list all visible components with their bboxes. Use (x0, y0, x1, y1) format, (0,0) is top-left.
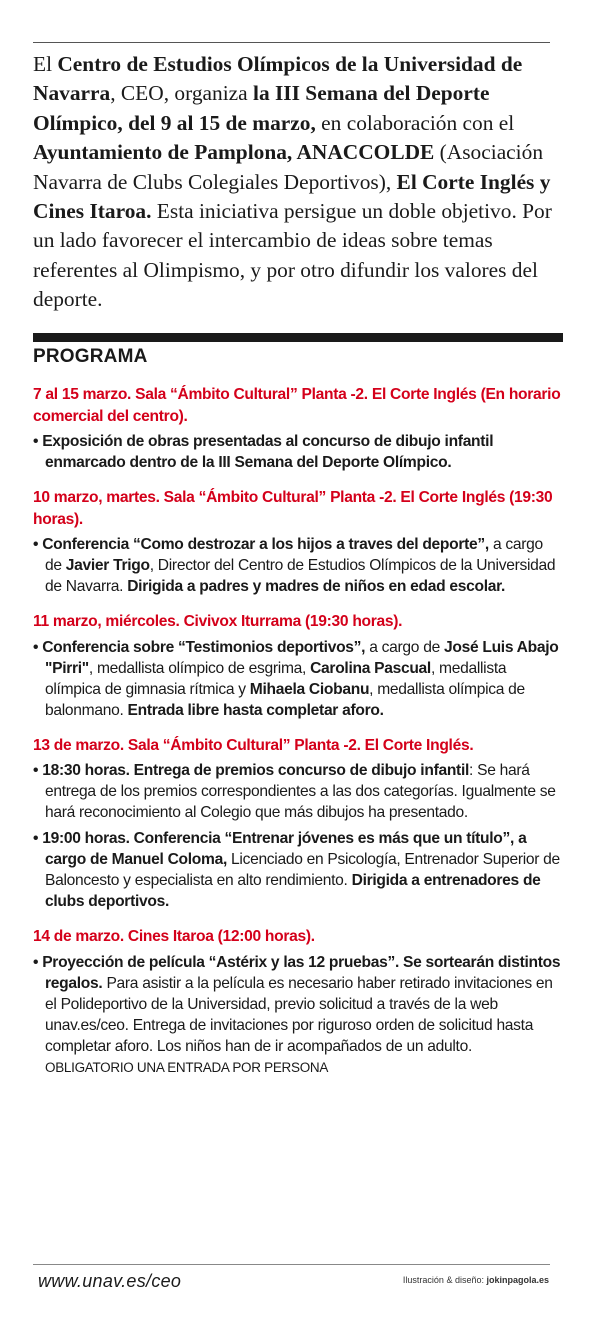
item-text: , medallista olímpico de esgrima, (88, 659, 311, 677)
website-link[interactable]: www.unav.es/ceo (38, 1271, 182, 1291)
intro-paragraph (33, 50, 558, 315)
intro-bold: Ayuntamiento de Pamplona, ANACCOLDE (33, 140, 435, 165)
section-heading: 11 marzo, miércoles. Civivox Iturrama (19:30 horas). (33, 613, 403, 630)
item-text: a cargo de (45, 536, 543, 574)
item-text: Para asistir a la película es necesario haber retirado invitaciones en el Polideportivo de la Universidad, previo solicitud a través de la web unav.es/ceo. Entrega de invitaciones por riguroso orden de solicitud hasta completar aforo. Los niños han de ir acompañados de un adulto. (45, 974, 553, 1055)
item-text: Licenciado en Psicología, Entrenador Superior de Baloncesto y especialista en alto rendimiento. (45, 851, 560, 889)
intro-bold: la III Semana del Deporte Olímpico, del 9 al 15 de marzo, (33, 81, 490, 135)
bullet: • (33, 638, 43, 656)
program-section (33, 384, 561, 473)
item-bold: Carolina Pascual (310, 659, 431, 677)
program-item (33, 952, 561, 1078)
item-text: : Se hará entrega de los premios correspondientes a las dos categorías. Igualmente se hará reconocimiento al Colegio que más dibujos ha presentado. (45, 762, 556, 821)
intro-text: El (33, 52, 58, 76)
item-bold: 19:00 horas. Conferencia “Entrenar jóvenes es más que un título”, a cargo de Manuel Coloma, (42, 830, 527, 868)
item-bold: Dirigida a entrenadores de clubs deportivos. (45, 872, 541, 910)
intro-text: en colaboración con el (315, 110, 515, 135)
item-bold: Conferencia sobre “Testimonios deportivos”, (42, 638, 366, 656)
item-bold: Dirigida a padres y madres de niños en edad escolar. (127, 578, 506, 595)
item-small-caps: OBLIGATORIO UNA ENTRADA POR PERSONA (45, 1059, 329, 1075)
credit-name: jokinpagola.es (486, 1275, 549, 1285)
bullet: • (33, 762, 43, 779)
intro-text: (Asociación Navarra de Clubs Colegiales Deportivos), (33, 140, 544, 194)
item-bold: Javier Trigo (65, 557, 150, 574)
credit-label: Ilustración & diseño: (402, 1275, 487, 1285)
item-bold: José Luis Abajo "Pirri" (45, 638, 559, 677)
item-bold: Mihaela Ciobanu (249, 680, 370, 698)
section-heading: 13 de marzo. Sala “Ámbito Cultural” Planta -2. El Corte Inglés. (33, 736, 474, 754)
section-heading: 7 al 15 marzo. Sala “Ámbito Cultural” Planta -2. El Corte Inglés (En horario comercial del centro). (33, 386, 561, 425)
program-section (33, 611, 561, 721)
item-bold: Entrada libre hasta completar aforo. (127, 701, 384, 719)
program-list (33, 384, 561, 1092)
item-text: a cargo de (365, 638, 444, 656)
bullet: • (33, 536, 43, 553)
bullet: • (33, 953, 43, 971)
item-bold: Exposición de obras presentadas al concurso de dibujo infantil enmarcado dentro de la III Semana del Deporte Olímpico. (42, 433, 494, 471)
program-item (33, 828, 561, 912)
top-divider (33, 42, 550, 43)
section-heading: 14 de marzo. Cines Itaroa (12:00 horas). (33, 928, 315, 945)
section-heading: 10 marzo, martes. Sala “Ámbito Cultural” Planta -2. El Corte Inglés (19:30 horas). (33, 489, 553, 528)
program-item (33, 534, 561, 597)
item-bold: Conferencia “Como destrozar a los hijos a traves del deporte”, (42, 536, 489, 553)
bullet: • (33, 433, 43, 450)
intro-bold: Centro de Estudios Olímpicos de la Universidad de Navarra (33, 52, 523, 106)
bullet: • (33, 830, 43, 847)
section-divider (33, 333, 563, 342)
program-section (33, 487, 561, 597)
programa-heading: PROGRAMA (33, 346, 148, 367)
program-item (33, 431, 561, 473)
program-section (33, 926, 561, 1078)
program-item (33, 760, 561, 823)
intro-text: , CEO, organiza (110, 81, 253, 106)
item-bold: 18:30 horas. Entrega de premios concurso de dibujo infantil (42, 762, 470, 779)
item-text: , Director del Centro de Estudios Olímpicos de la Universidad de Navarra. (45, 557, 556, 595)
item-text: , medallista olímpica de balonmano. (45, 680, 525, 719)
program-item (33, 637, 561, 721)
intro-bold: El Corte Inglés y Cines Itaroa. (33, 169, 551, 224)
footer-divider (33, 1264, 550, 1265)
intro-text: Esta iniciativa persigue un doble objetivo. Por un lado favorecer el intercambio de ideas sobre temas referentes al Olimpismo, y por otro difundir los valores del deporte. (33, 199, 552, 312)
program-section (33, 735, 561, 913)
design-credit (403, 1273, 549, 1287)
item-bold: Proyección de película “Astérix y las 12 pruebas”. Se sortearán distintos regalos. (42, 953, 561, 992)
item-text: , medallista olímpica de gimnasia rítmica y (45, 659, 507, 698)
